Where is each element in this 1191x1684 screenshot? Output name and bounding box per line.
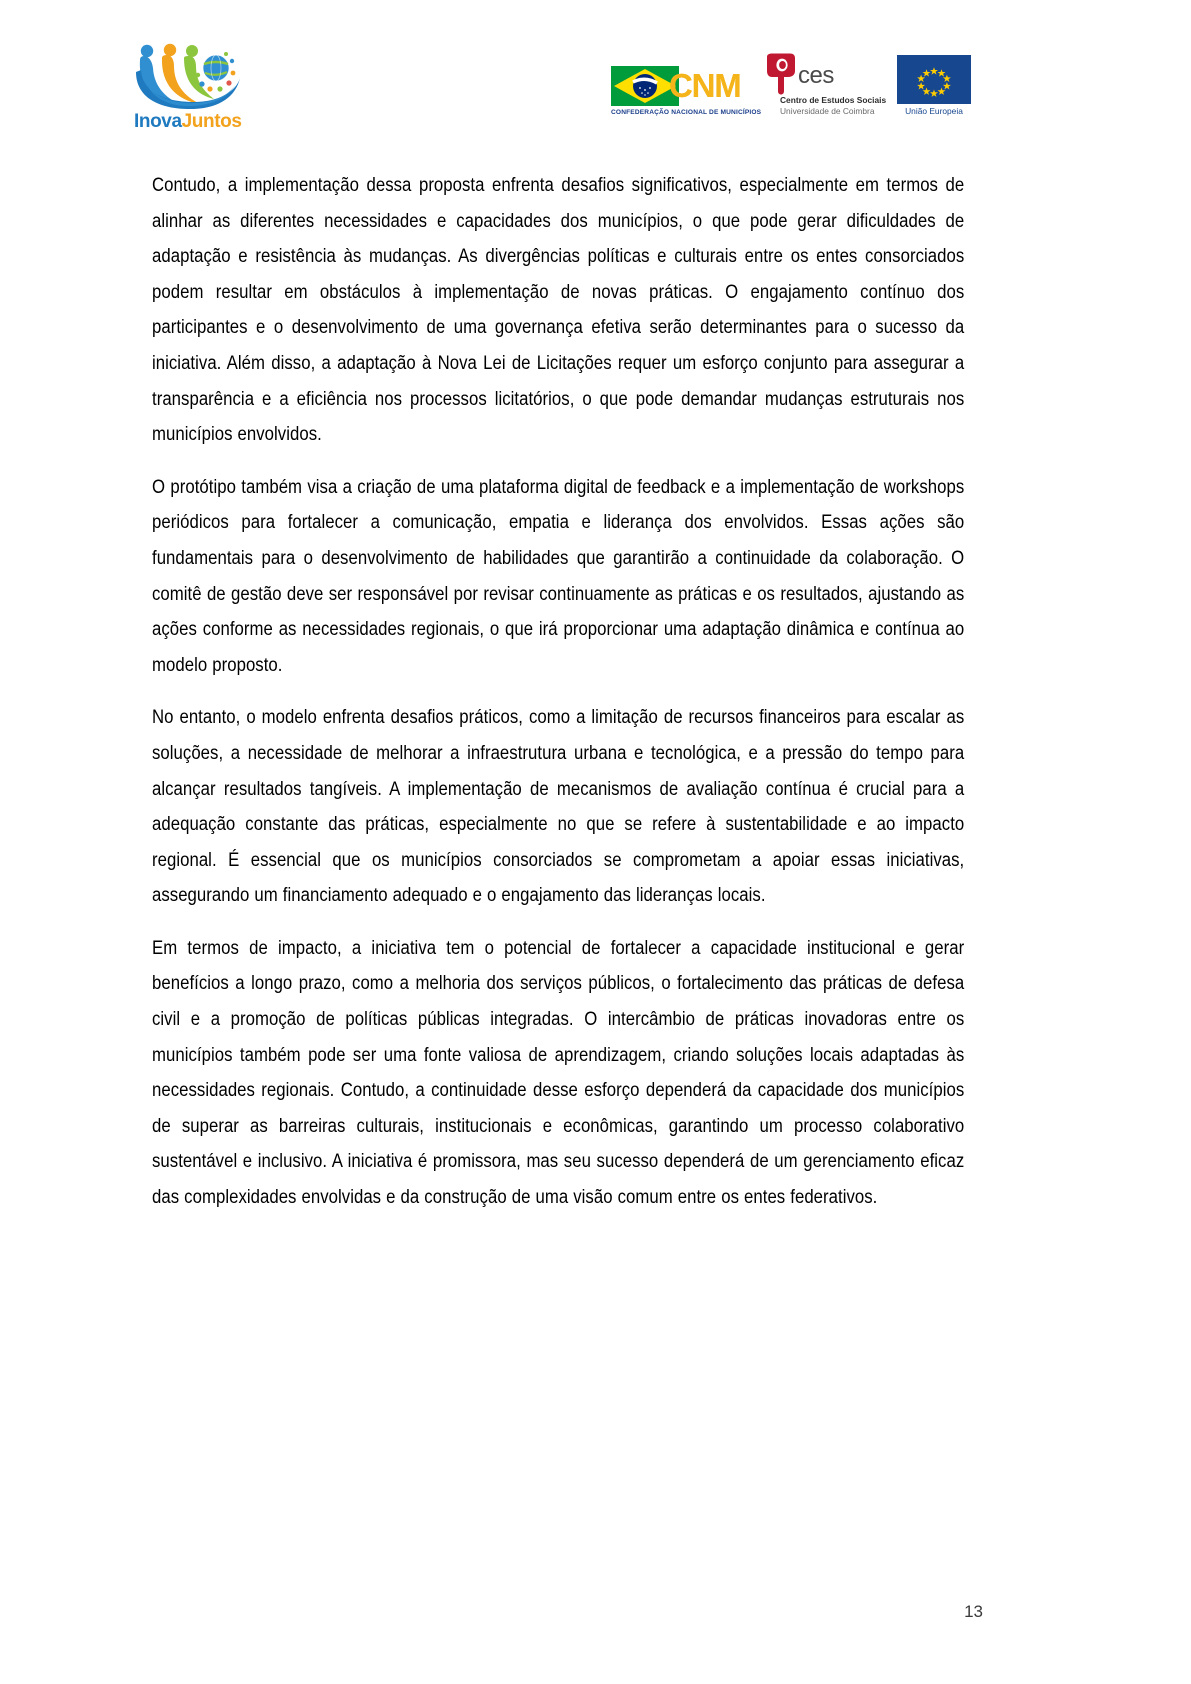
inovajuntos-wordmark-part2: Juntos: [181, 111, 242, 132]
european-union-logo: [897, 55, 989, 121]
cnm-acronym: CNM: [669, 67, 741, 104]
body-paragraph: O protótipo também visa a criação de uma plataforma digital de feedback e a implementação de workshops periódicos para fortalecer a comunicação, empatia e liderança dos envolvidos. Essas ações são fundamentais para o desenvolvimento de habilidades que garantirão a continuidade da colaboração. O comitê de gestão deve ser responsável por revisar continuamente as práticas e os resultados, ajustando as ações conforme as necessidades regionais, o que irá proporcionar uma adaptação dinâmica e contínua ao modelo proposto.: [152, 475, 965, 676]
ces-caption: [780, 95, 887, 117]
cnm-mark: [611, 64, 743, 108]
ces-caption-line-1: Centro de Estudos Sociais: [780, 95, 887, 105]
eu-flag-icon: [897, 55, 971, 104]
cnm-caption: CONFEDERAÇÃO NACIONAL DE MUNICÍPIOS: [611, 109, 762, 116]
page-header: [0, 0, 1191, 150]
inovajuntos-logo: [132, 42, 244, 138]
body-paragraph: No entanto, o modelo enfrenta desafios práticos, como a limitação de recursos financeiros para escalar as soluções, a necessidade de melhorar a infraestrutura urbana e tecnológica, e a pressão do tempo para alcançar resultados tangíveis. A implementação de mecanismos de avaliação contínua é crucial para a adequação constante das práticas, especialmente no que se refere à sustentabilidade e ao impacto regional. É essencial que os municípios consorciados se comprometam a apoiar essas iniciativas, assegurando um financiamento adequado e o engajamento das lideranças locais.: [152, 706, 965, 907]
eu-caption: União Europeia: [905, 106, 963, 116]
ces-mark-icon: [760, 53, 800, 95]
ces-acronym: ces: [798, 62, 834, 89]
inovajuntos-mark: [132, 42, 244, 112]
document-body: [152, 168, 964, 1216]
body-paragraph: Contudo, a implementação dessa proposta enfrenta desafios significativos, especialmente em termos de alinhar as diferentes necessidades e capacidades dos municípios, o que pode gerar dificuldades de adaptação e resistência às mudanças. As divergências políticas e culturais entre os entes consorciados podem resultar em obstáculos à implementação de novas práticas. O engajamento contínuo dos participantes e o desenvolvimento de uma governança efetiva serão determinantes para o sucesso da iniciativa. Além disso, a adaptação à Nova Lei de Licitações requer um esforço conjunto para assegurar a transparência e a eficiência nos processos licitatórios, o que pode demandar mudanças estruturais nos municípios envolvidos.: [152, 174, 965, 446]
ces-caption-line-2: Universidade de Coimbra: [780, 106, 875, 116]
inovajuntos-wordmark: [134, 112, 244, 131]
cnm-logo: [611, 64, 762, 122]
ces-logo: [760, 53, 887, 121]
body-paragraph: Em termos de impacto, a iniciativa tem o potencial de fortalecer a capacidade institucional e gerar benefícios a longo prazo, como a melhoria dos serviços públicos, o fortalecimento das práticas de defesa civil e a promoção de políticas públicas integradas. O intercâmbio de práticas inovadoras entre os municípios também pode ser uma fonte valiosa de aprendizagem, criando soluções locais adaptadas às necessidades regionais. Contudo, a continuidade desse esforço dependerá da capacidade dos municípios de superar as barreiras culturais, institucionais e econômicas, garantindo um processo colaborativo sustentável e inclusivo. A iniciativa é promissora, mas seu sucesso dependerá de um gerenciamento eficaz das complexidades envolvidas e da construção de uma visão comum entre os entes federativos.: [152, 936, 965, 1209]
inovajuntos-wordmark-part1: Inova: [134, 111, 182, 132]
page-number: 13: [964, 1602, 983, 1621]
inovajuntos-swoosh-icon: [132, 42, 244, 110]
